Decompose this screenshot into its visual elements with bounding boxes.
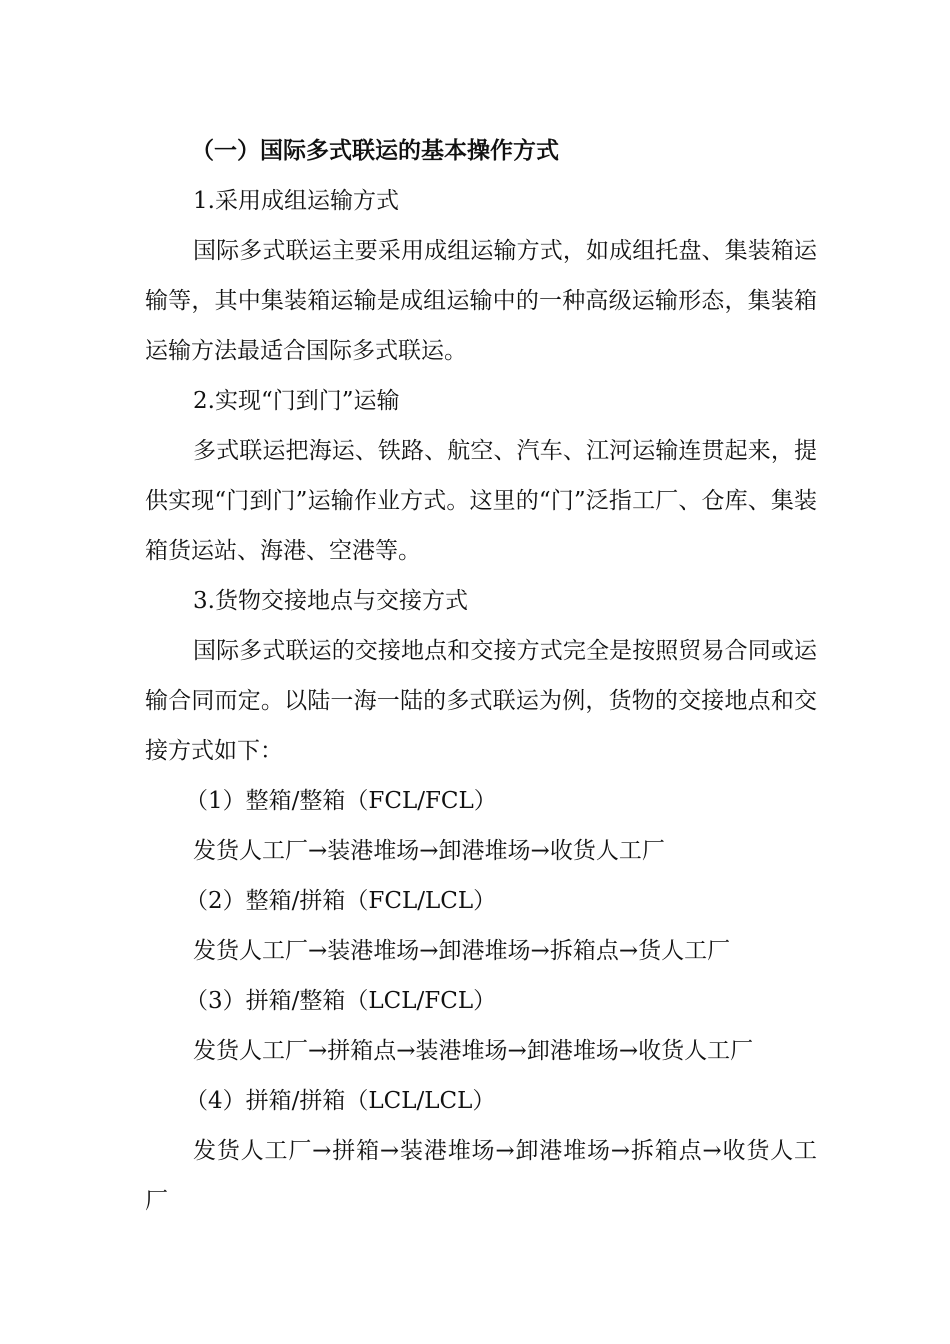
- paragraph-3: 国际多式联运的交接地点和交接方式完全是按照贸易合同或运输合同而定。以陆一海一陆的多式联运为例，货物的交接地点和交接方式如下：: [145, 638, 817, 764]
- mode-label-2: （2）整箱/拼箱（FCL/LCL）: [185, 888, 497, 914]
- subsection-title-1: 1.采用成组运输方式: [193, 188, 399, 214]
- document-body: [145, 126, 817, 1226]
- mode-label-3: （3）拼箱/整箱（LCL/FCL）: [185, 988, 497, 1014]
- subsection-title-3: 3.货物交接地点与交接方式: [193, 588, 468, 614]
- mode-flow-3: 发货人工厂→拼箱点→装港堆场→卸港堆场→收货人工厂: [193, 1038, 754, 1064]
- subsection-title-2: 2.实现“门到门”运输: [193, 388, 400, 414]
- mode-flow-1: 发货人工厂→装港堆场→卸港堆场→收货人工厂: [193, 838, 665, 864]
- paragraph-2: 多式联运把海运、铁路、航空、汽车、江河运输连贯起来，提供实现“门到门”运输作业方式。这里的“门”泛指工厂、仓库、集装箱货运站、海港、空港等。: [145, 438, 817, 564]
- mode-flow-2: 发货人工厂→装港堆场→卸港堆场→拆箱点→货人工厂: [193, 938, 731, 964]
- section-heading: （一）国际多式联运的基本操作方式: [191, 138, 559, 164]
- mode-label-4: （4）拼箱/拼箱（LCL/LCL）: [185, 1088, 496, 1114]
- mode-label-1: （1）整箱/整箱（FCL/FCL）: [185, 788, 497, 814]
- paragraph-1: 国际多式联运主要采用成组运输方式，如成组托盘、集装箱运输等，其中集装箱运输是成组运输中的一种高级运输形态，集装箱运输方法最适合国际多式联运。: [145, 238, 817, 364]
- mode-flow-4: 发货人工厂→拼箱→装港堆场→卸港堆场→拆箱点→收货人工厂: [145, 1138, 817, 1214]
